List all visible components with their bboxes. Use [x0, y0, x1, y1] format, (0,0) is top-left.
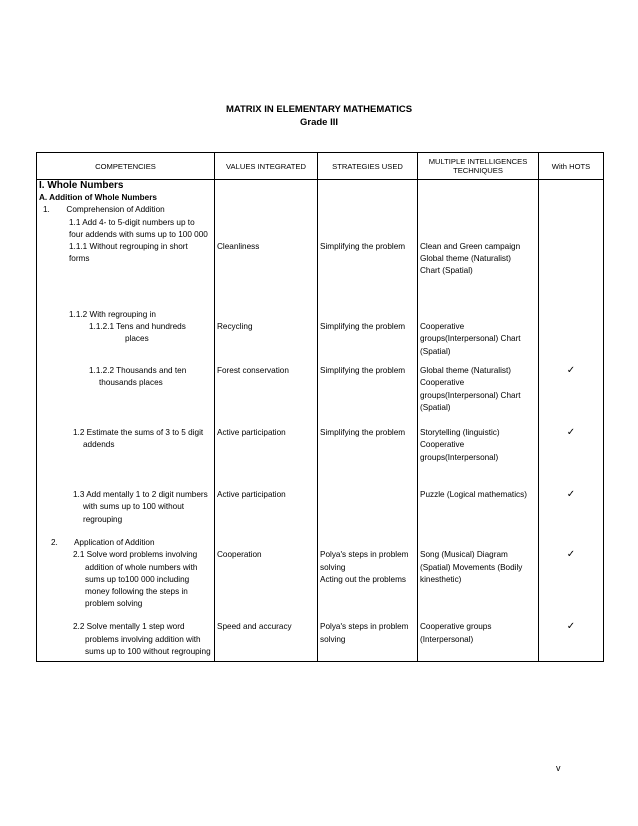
competency-text: with sums up to 100 without — [83, 502, 185, 512]
competency-text: addition of whole numbers with — [85, 562, 198, 572]
strategy-text: Simplifying the problem — [320, 366, 406, 376]
competency-text: four addends with sums up to 100 000 — [69, 229, 208, 239]
mi-text: groups(Interpersonal) Chart — [420, 390, 521, 400]
header-values: VALUES INTEGRATED — [215, 153, 318, 180]
mi-text: Song (Musical) Diagram — [420, 550, 508, 560]
value-cell: Speed and accuracy — [215, 621, 318, 661]
mi-text: Puzzle (Logical mathematics) — [420, 490, 527, 500]
competency-text: problems involving addition with — [85, 634, 201, 644]
competency-text: 2.2 Solve mentally 1 step word — [73, 622, 185, 632]
table-row — [37, 192, 604, 204]
table-row — [37, 489, 604, 537]
value-cell: Forest conservation — [215, 365, 318, 427]
competency-text: 1.1.2.1 Tens and hundreds — [89, 322, 186, 332]
strategy-text: Polya's steps in problem — [320, 550, 409, 560]
page-number: v — [556, 763, 561, 773]
competency-text: addends — [83, 440, 115, 450]
competency-text: places — [125, 334, 149, 344]
strategy-text: Simplifying the problem — [320, 428, 406, 438]
competency-text: problem solving — [85, 599, 143, 609]
item-number: 1. — [43, 205, 50, 215]
table-row — [37, 537, 604, 549]
table-row — [37, 180, 604, 193]
competency-text: 2.1 Solve word problems involving — [73, 550, 198, 560]
hots-check: ✓ — [539, 549, 604, 621]
competency-text: forms — [69, 254, 90, 264]
strategy-text: Polya's steps in problem — [320, 622, 409, 632]
mi-text: (Spatial) Movements (Bodily — [420, 562, 523, 572]
hots-check: ✓ — [539, 621, 604, 661]
mi-text: Clean and Green campaign — [420, 242, 521, 252]
competency-text: 1.1.2 With regrouping in — [37, 309, 215, 321]
hots-check — [539, 321, 604, 365]
strategy-text: Simplifying the problem — [320, 322, 406, 332]
strategy-text: solving — [320, 562, 346, 572]
item-title: Comprehension of Addition — [66, 205, 165, 215]
table-row — [37, 241, 604, 309]
document-subtitle: Grade III — [299, 117, 338, 128]
document-title: MATRIX IN ELEMENTARY MATHEMATICS — [225, 104, 413, 115]
matrix-table — [36, 152, 604, 662]
competency-text: 1.1.1 Without regrouping in short — [69, 242, 188, 252]
competency-text: sums up to100 000 including — [85, 574, 190, 584]
table-row — [37, 204, 604, 241]
mi-text: Global theme (Naturalist) — [420, 366, 512, 376]
competency-text: thousands places — [99, 378, 163, 388]
value-cell: Recycling — [215, 321, 318, 365]
header-competencies: COMPETENCIES — [37, 153, 215, 180]
mi-text: kinesthetic) — [420, 574, 462, 584]
value-cell: Cleanliness — [215, 241, 318, 309]
mi-text: Chart (Spatial) — [420, 266, 473, 276]
subsection-heading: A. Addition of Whole Numbers — [37, 192, 215, 204]
header-row — [37, 153, 604, 180]
item-number: 2. — [51, 538, 58, 548]
mi-text: Global theme (Naturalist) — [420, 254, 512, 264]
competency-text: money following the steps in — [85, 587, 188, 597]
mi-text: (Spatial) — [420, 402, 451, 412]
table-row — [37, 321, 604, 365]
mi-text: Storytelling (linguistic) — [420, 428, 500, 438]
header-hots: With HOTS — [539, 153, 604, 180]
competency-text: 1.1.2.2 Thousands and ten — [89, 366, 187, 376]
mi-text: Cooperative groups — [420, 622, 492, 632]
mi-text: groups(Interpersonal) Chart — [420, 334, 521, 344]
competency-item-1 — [37, 204, 215, 241]
mi-text: Cooperative — [420, 322, 465, 332]
table-row — [37, 365, 604, 427]
competency-text: 1.3 Add mentally 1 to 2 digit numbers — [73, 490, 208, 500]
competency-text: 1.1 Add 4- to 5-digit numbers up to — [69, 217, 195, 227]
hots-check: ✓ — [539, 365, 604, 427]
competency-text: 1.2 Estimate the sums of 3 to 5 digit — [73, 428, 204, 438]
mi-text: (Interpersonal) — [420, 634, 474, 644]
strategy-text: solving — [320, 634, 346, 644]
hots-check: ✓ — [539, 489, 604, 537]
section-heading: I. Whole Numbers — [37, 180, 215, 193]
strategy-text: Simplifying the problem — [320, 242, 406, 252]
hots-check — [539, 241, 604, 309]
item-title: Application of Addition — [73, 538, 155, 548]
competency-text: sums up to 100 without regrouping — [85, 646, 211, 656]
table-row — [37, 549, 604, 621]
hots-check: ✓ — [539, 427, 604, 489]
header-strategies: STRATEGIES USED — [318, 153, 418, 180]
table-row — [37, 621, 604, 661]
mi-text: groups(Interpersonal) — [420, 452, 499, 462]
competency-text: regrouping — [83, 514, 123, 524]
mi-text: Cooperative — [420, 440, 465, 450]
mi-text: Cooperative — [420, 378, 465, 388]
value-cell: Cooperation — [215, 549, 318, 621]
mi-text: (Spatial) — [420, 346, 451, 356]
value-cell: Active participation — [215, 427, 318, 489]
header-mi-techniques: MULTIPLE INTELLIGENCES TECHNIQUES — [418, 153, 539, 180]
strategy-text: Acting out the problems — [320, 574, 407, 584]
table-row — [37, 427, 604, 489]
table-row — [37, 309, 604, 321]
value-cell: Active participation — [215, 489, 318, 537]
